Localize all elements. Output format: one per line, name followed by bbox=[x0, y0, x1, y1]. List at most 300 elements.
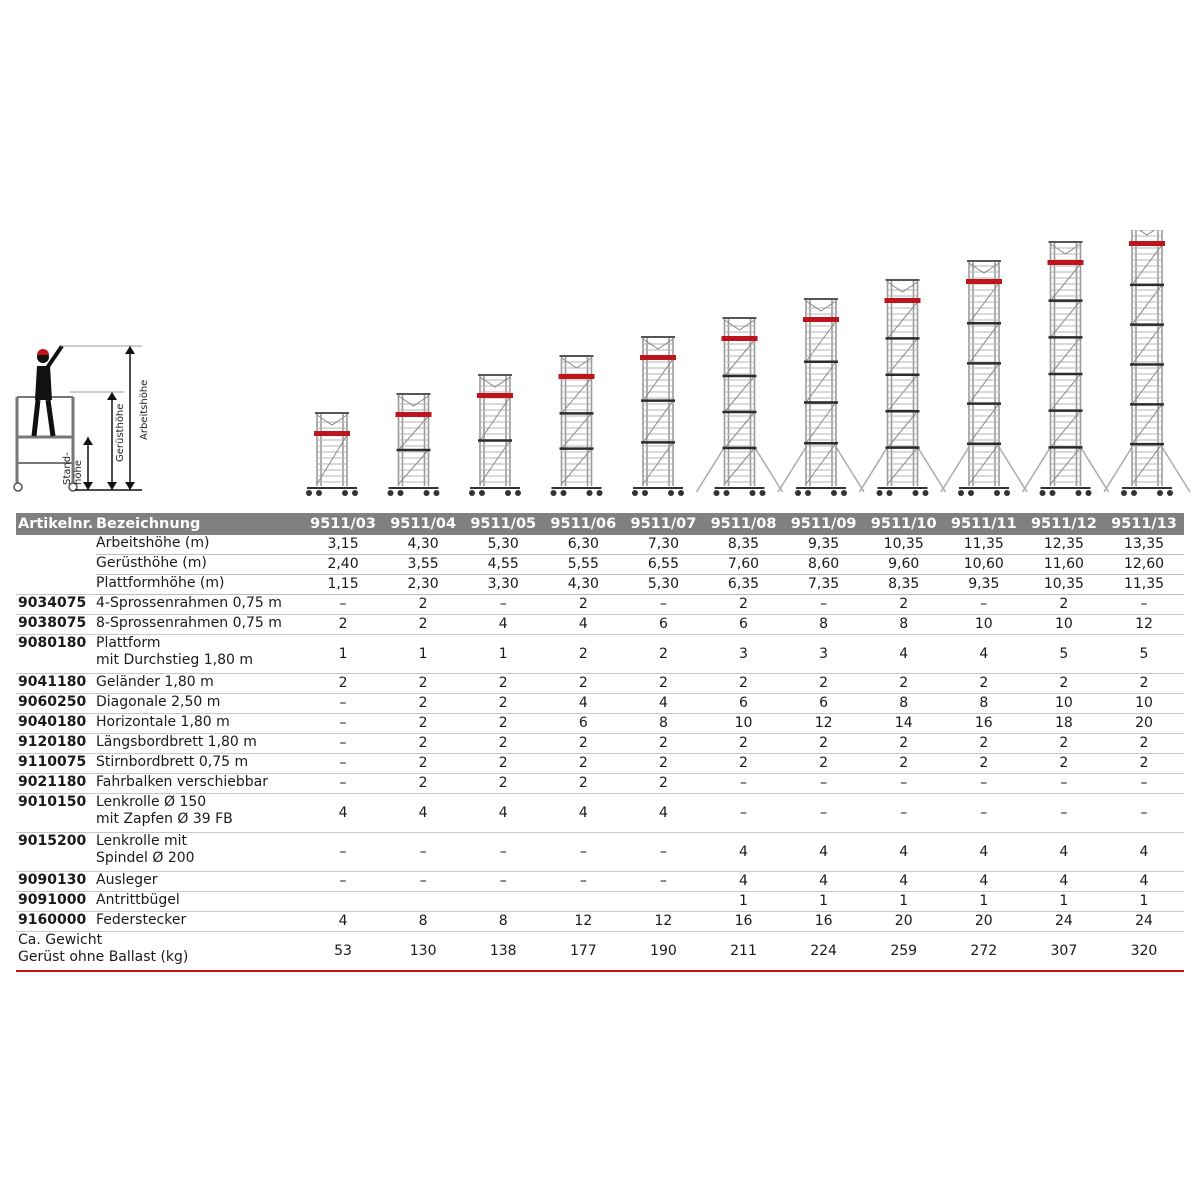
part-quantity: 1 bbox=[383, 635, 463, 674]
dimension-value: 13,35 bbox=[1104, 535, 1184, 555]
part-quantity: 8 bbox=[463, 912, 543, 932]
part-quantity: 10 bbox=[944, 615, 1024, 635]
dimension-value: 9,35 bbox=[944, 575, 1024, 595]
wheel-icon bbox=[14, 483, 22, 491]
scaffold-tower bbox=[778, 299, 864, 496]
platform-board bbox=[396, 412, 432, 417]
wheel-icon bbox=[597, 490, 603, 496]
wheel-icon bbox=[424, 490, 430, 496]
dimension-value: 7,35 bbox=[784, 575, 864, 595]
part-quantity: 2 bbox=[383, 674, 463, 694]
part-quantity: 6 bbox=[784, 694, 864, 714]
wheel-icon bbox=[877, 490, 883, 496]
part-description: Fahrbalken verschiebbar bbox=[96, 774, 303, 794]
platform-board bbox=[314, 431, 350, 436]
table-row bbox=[16, 595, 1184, 615]
part-quantity: 2 bbox=[383, 774, 463, 794]
arrow-head bbox=[83, 482, 93, 490]
wheel-icon bbox=[551, 490, 557, 496]
part-quantity: 4 bbox=[784, 833, 864, 872]
table-row bbox=[16, 872, 1184, 892]
part-quantity: 1 bbox=[864, 892, 944, 912]
part-quantity: 2 bbox=[543, 734, 623, 754]
part-quantity: 2 bbox=[623, 674, 703, 694]
weight-value: 211 bbox=[703, 932, 783, 972]
label-arbeitshoehe: Arbeitshöhe bbox=[139, 379, 150, 440]
part-quantity: – bbox=[623, 833, 703, 872]
part-quantity: 20 bbox=[1104, 714, 1184, 734]
article-cell bbox=[16, 535, 96, 555]
wheel-icon bbox=[642, 490, 648, 496]
article-number: 9034075 bbox=[16, 595, 96, 615]
dimension-value: 3,55 bbox=[383, 555, 463, 575]
part-quantity: 16 bbox=[784, 912, 864, 932]
part-quantity: – bbox=[1024, 774, 1104, 794]
part-quantity: 2 bbox=[623, 635, 703, 674]
article-number: 9080180 bbox=[16, 635, 96, 674]
dimension-row bbox=[16, 575, 1184, 595]
part-quantity: 1 bbox=[303, 635, 383, 674]
wheel-icon bbox=[1157, 490, 1163, 496]
dimension-value: 6,30 bbox=[543, 535, 623, 555]
part-quantity: 1 bbox=[703, 892, 783, 912]
dimension-row bbox=[16, 535, 1184, 555]
wheel-icon bbox=[994, 490, 1000, 496]
part-quantity: – bbox=[463, 595, 543, 615]
part-quantity: – bbox=[303, 754, 383, 774]
scaffold-tower bbox=[388, 394, 440, 496]
part-quantity: 10 bbox=[703, 714, 783, 734]
part-quantity: 4 bbox=[543, 615, 623, 635]
wheel-icon bbox=[398, 490, 404, 496]
spec-table bbox=[16, 513, 1184, 972]
dimension-value: 10,35 bbox=[1024, 575, 1104, 595]
wheel-icon bbox=[352, 490, 358, 496]
wheel-icon bbox=[831, 490, 837, 496]
wheel-icon bbox=[923, 490, 929, 496]
wheel-icon bbox=[958, 490, 964, 496]
dimension-value: 4,30 bbox=[543, 575, 623, 595]
part-quantity: 2 bbox=[623, 734, 703, 754]
part-quantity: – bbox=[303, 872, 383, 892]
part-quantity: 2 bbox=[1104, 674, 1184, 694]
wheel-icon bbox=[841, 490, 847, 496]
article-cell bbox=[16, 575, 96, 595]
part-quantity: 4 bbox=[1104, 872, 1184, 892]
part-quantity: 24 bbox=[1024, 912, 1104, 932]
dimension-value: 5,30 bbox=[623, 575, 703, 595]
wheel-icon bbox=[678, 490, 684, 496]
part-quantity: – bbox=[543, 833, 623, 872]
part-quantity: 2 bbox=[543, 674, 623, 694]
part-quantity: 1 bbox=[1024, 892, 1104, 912]
dimension-value: 6,35 bbox=[703, 575, 783, 595]
wheel-icon bbox=[1121, 490, 1127, 496]
part-quantity: 2 bbox=[1104, 754, 1184, 774]
part-quantity: 12 bbox=[1104, 615, 1184, 635]
dimension-value: 12,60 bbox=[1104, 555, 1184, 575]
table-row bbox=[16, 774, 1184, 794]
arrow-head bbox=[125, 346, 135, 354]
part-quantity: 4 bbox=[383, 794, 463, 833]
label-geruesthoehe: Gerüsthöhe bbox=[115, 403, 126, 462]
part-quantity: 6 bbox=[703, 615, 783, 635]
part-description: 8-Sprossenrahmen 0,75 m bbox=[96, 615, 303, 635]
table-header-row bbox=[16, 513, 1184, 535]
part-quantity: – bbox=[1104, 774, 1184, 794]
part-quantity: 2 bbox=[303, 615, 383, 635]
part-quantity: – bbox=[784, 595, 864, 615]
table-row bbox=[16, 912, 1184, 932]
part-quantity: – bbox=[703, 774, 783, 794]
weight-value: 138 bbox=[463, 932, 543, 972]
platform-board bbox=[966, 279, 1002, 284]
part-quantity: 2 bbox=[944, 674, 1024, 694]
part-quantity bbox=[463, 892, 543, 912]
part-quantity: 8 bbox=[864, 694, 944, 714]
part-quantity: 2 bbox=[623, 754, 703, 774]
article-number: 9120180 bbox=[16, 734, 96, 754]
part-quantity: 2 bbox=[543, 635, 623, 674]
part-quantity: 2 bbox=[864, 754, 944, 774]
part-quantity: – bbox=[303, 774, 383, 794]
part-quantity: 2 bbox=[784, 754, 864, 774]
scaffold-tower bbox=[1104, 230, 1190, 496]
part-quantity: 6 bbox=[703, 694, 783, 714]
weight-value: 177 bbox=[543, 932, 623, 972]
dimension-value: 12,35 bbox=[1024, 535, 1104, 555]
header-model: 9511/03 bbox=[303, 513, 383, 535]
wheel-icon bbox=[1050, 490, 1056, 496]
part-description: Lenkrolle Ø 150 mit Zapfen Ø 39 FB bbox=[96, 794, 303, 833]
part-quantity: 5 bbox=[1104, 635, 1184, 674]
part-quantity bbox=[303, 892, 383, 912]
part-quantity: 2 bbox=[303, 674, 383, 694]
label-standhoehe: Stand-höhe bbox=[62, 452, 84, 485]
weight-value: 259 bbox=[864, 932, 944, 972]
wheel-icon bbox=[479, 490, 485, 496]
article-number: 9091000 bbox=[16, 892, 96, 912]
wheel-icon bbox=[587, 490, 593, 496]
table-row bbox=[16, 694, 1184, 714]
arrow-head bbox=[107, 392, 117, 400]
part-quantity: 1 bbox=[463, 635, 543, 674]
wheel-icon bbox=[750, 490, 756, 496]
wheel-icon bbox=[1076, 490, 1082, 496]
part-quantity: – bbox=[703, 794, 783, 833]
part-quantity: 4 bbox=[303, 912, 383, 932]
part-quantity: 2 bbox=[383, 615, 463, 635]
part-quantity: 2 bbox=[463, 754, 543, 774]
weight-value: 224 bbox=[784, 932, 864, 972]
scaffold-towers bbox=[306, 230, 1190, 496]
arrow-head bbox=[107, 482, 117, 490]
part-quantity: 8 bbox=[383, 912, 463, 932]
part-quantity: 4 bbox=[303, 794, 383, 833]
part-quantity: 2 bbox=[1024, 754, 1104, 774]
part-quantity: 3 bbox=[784, 635, 864, 674]
dimension-value: 11,35 bbox=[1104, 575, 1184, 595]
platform-board bbox=[640, 355, 676, 360]
article-number: 9021180 bbox=[16, 774, 96, 794]
part-quantity: 4 bbox=[944, 833, 1024, 872]
wheel-icon bbox=[342, 490, 348, 496]
part-quantity: 12 bbox=[623, 912, 703, 932]
part-quantity: 12 bbox=[784, 714, 864, 734]
weight-row bbox=[16, 932, 1184, 972]
weight-value: 272 bbox=[944, 932, 1024, 972]
scaffold-tower bbox=[551, 356, 603, 496]
part-quantity: 4 bbox=[864, 635, 944, 674]
part-quantity: 2 bbox=[784, 674, 864, 694]
part-quantity: 2 bbox=[864, 595, 944, 615]
part-quantity: – bbox=[784, 774, 864, 794]
part-quantity: 24 bbox=[1104, 912, 1184, 932]
part-quantity: 2 bbox=[703, 674, 783, 694]
part-quantity: – bbox=[303, 833, 383, 872]
dimension-value: 8,35 bbox=[864, 575, 944, 595]
part-quantity bbox=[623, 892, 703, 912]
part-description: Federstecker bbox=[96, 912, 303, 932]
wheel-icon bbox=[714, 490, 720, 496]
header-model: 9511/08 bbox=[703, 513, 783, 535]
part-quantity: 4 bbox=[463, 615, 543, 635]
dimension-value: 7,60 bbox=[703, 555, 783, 575]
dimension-value: 8,35 bbox=[703, 535, 783, 555]
part-description: Längsbordbrett 1,80 m bbox=[96, 734, 303, 754]
wheel-icon bbox=[469, 490, 475, 496]
scaffold-illustration bbox=[0, 230, 1200, 510]
scaffold-tower bbox=[1023, 242, 1109, 496]
wheel-icon bbox=[887, 490, 893, 496]
dimension-value: 10,35 bbox=[864, 535, 944, 555]
dimension-label: Gerüsthöhe (m) bbox=[96, 555, 303, 575]
part-quantity: 2 bbox=[463, 714, 543, 734]
part-quantity: 5 bbox=[1024, 635, 1104, 674]
scaffold-tower bbox=[469, 375, 521, 496]
part-quantity: 1 bbox=[784, 892, 864, 912]
part-quantity: 2 bbox=[383, 714, 463, 734]
wheel-icon bbox=[1167, 490, 1173, 496]
part-quantity: 2 bbox=[1024, 595, 1104, 615]
weight-value: 130 bbox=[383, 932, 463, 972]
part-quantity: 4 bbox=[1024, 833, 1104, 872]
part-quantity: 10 bbox=[1024, 615, 1104, 635]
part-quantity: 4 bbox=[623, 794, 703, 833]
platform-board bbox=[477, 393, 513, 398]
part-description: Lenkrolle mit Spindel Ø 200 bbox=[96, 833, 303, 872]
part-quantity: 2 bbox=[1104, 734, 1184, 754]
table-row bbox=[16, 674, 1184, 694]
part-description: Geländer 1,80 m bbox=[96, 674, 303, 694]
part-quantity: – bbox=[944, 794, 1024, 833]
dimension-label: Plattformhöhe (m) bbox=[96, 575, 303, 595]
part-quantity: – bbox=[543, 872, 623, 892]
arrow-head bbox=[83, 437, 93, 445]
wheel-icon bbox=[306, 490, 312, 496]
weight-value: 53 bbox=[303, 932, 383, 972]
wheel-icon bbox=[668, 490, 674, 496]
part-quantity: – bbox=[784, 794, 864, 833]
part-quantity: 10 bbox=[1104, 694, 1184, 714]
part-quantity: – bbox=[623, 872, 703, 892]
dimension-value: 4,30 bbox=[383, 535, 463, 555]
part-quantity: 6 bbox=[623, 615, 703, 635]
header-model: 9511/13 bbox=[1104, 513, 1184, 535]
wheel-icon bbox=[316, 490, 322, 496]
arrow-head bbox=[125, 482, 135, 490]
part-quantity: 20 bbox=[944, 912, 1024, 932]
article-number: 9015200 bbox=[16, 833, 96, 872]
wheel-icon bbox=[968, 490, 974, 496]
part-quantity: 2 bbox=[383, 694, 463, 714]
article-number: 9010150 bbox=[16, 794, 96, 833]
wheel-icon bbox=[1004, 490, 1010, 496]
article-number: 9038075 bbox=[16, 615, 96, 635]
dimension-label: Arbeitshöhe (m) bbox=[96, 535, 303, 555]
wheel-icon bbox=[805, 490, 811, 496]
scaffold-tower bbox=[306, 413, 358, 496]
scaffold-tower bbox=[941, 261, 1027, 496]
part-quantity: – bbox=[303, 595, 383, 615]
wheel-icon bbox=[434, 490, 440, 496]
wheel-icon bbox=[1131, 490, 1137, 496]
article-number: 9110075 bbox=[16, 754, 96, 774]
article-number: 9160000 bbox=[16, 912, 96, 932]
part-quantity: 2 bbox=[463, 674, 543, 694]
dimension-value: 9,60 bbox=[864, 555, 944, 575]
part-quantity: – bbox=[303, 714, 383, 734]
part-quantity: 2 bbox=[944, 734, 1024, 754]
table-row bbox=[16, 833, 1184, 872]
header-model: 9511/06 bbox=[543, 513, 623, 535]
part-quantity: – bbox=[463, 833, 543, 872]
weight-value: 307 bbox=[1024, 932, 1104, 972]
part-quantity: 4 bbox=[703, 833, 783, 872]
part-quantity: 2 bbox=[703, 734, 783, 754]
part-quantity: 18 bbox=[1024, 714, 1104, 734]
part-quantity: 4 bbox=[944, 635, 1024, 674]
part-quantity: – bbox=[303, 694, 383, 714]
wheel-icon bbox=[561, 490, 567, 496]
weight-value: 190 bbox=[623, 932, 703, 972]
part-quantity: 2 bbox=[543, 595, 623, 615]
part-quantity: 2 bbox=[463, 694, 543, 714]
part-quantity: – bbox=[1024, 794, 1104, 833]
platform-board bbox=[803, 317, 839, 322]
article-number: 9060250 bbox=[16, 694, 96, 714]
part-quantity: 4 bbox=[864, 872, 944, 892]
part-quantity: – bbox=[1104, 595, 1184, 615]
part-quantity: – bbox=[383, 872, 463, 892]
part-quantity: 4 bbox=[543, 794, 623, 833]
article-number: 9041180 bbox=[16, 674, 96, 694]
part-quantity: 4 bbox=[463, 794, 543, 833]
platform-board bbox=[885, 298, 921, 303]
part-quantity: 1 bbox=[944, 892, 1024, 912]
part-quantity: 2 bbox=[1024, 674, 1104, 694]
table-row bbox=[16, 714, 1184, 734]
dimension-value: 3,15 bbox=[303, 535, 383, 555]
part-quantity: 8 bbox=[623, 714, 703, 734]
part-quantity: – bbox=[864, 794, 944, 833]
table-row bbox=[16, 635, 1184, 674]
part-quantity: 2 bbox=[703, 754, 783, 774]
part-quantity: 2 bbox=[864, 674, 944, 694]
dimension-value: 3,30 bbox=[463, 575, 543, 595]
part-quantity: 2 bbox=[543, 754, 623, 774]
part-quantity: 8 bbox=[944, 694, 1024, 714]
dimension-value: 9,35 bbox=[784, 535, 864, 555]
dimension-value: 2,40 bbox=[303, 555, 383, 575]
platform-board bbox=[559, 374, 595, 379]
table-row bbox=[16, 754, 1184, 774]
table-row bbox=[16, 892, 1184, 912]
wheel-icon bbox=[515, 490, 521, 496]
header-model: 9511/12 bbox=[1024, 513, 1104, 535]
part-quantity: – bbox=[623, 595, 703, 615]
header-model: 9511/05 bbox=[463, 513, 543, 535]
dimension-value: 5,30 bbox=[463, 535, 543, 555]
part-quantity: 2 bbox=[784, 734, 864, 754]
part-quantity: 16 bbox=[703, 912, 783, 932]
helmet-icon bbox=[37, 349, 49, 355]
part-quantity: 12 bbox=[543, 912, 623, 932]
dimension-value: 4,55 bbox=[463, 555, 543, 575]
part-quantity: 2 bbox=[543, 774, 623, 794]
wheel-icon bbox=[760, 490, 766, 496]
header-article-no: Artikelnr. bbox=[16, 513, 96, 535]
part-quantity: – bbox=[944, 774, 1024, 794]
part-description: Stirnbordbrett 0,75 m bbox=[96, 754, 303, 774]
wheel-icon bbox=[724, 490, 730, 496]
dimension-value: 1,15 bbox=[303, 575, 383, 595]
part-quantity: 14 bbox=[864, 714, 944, 734]
part-description: Horizontale 1,80 m bbox=[96, 714, 303, 734]
header-description: Bezeichnung bbox=[96, 513, 303, 535]
part-quantity: 10 bbox=[1024, 694, 1104, 714]
weight-value: 320 bbox=[1104, 932, 1184, 972]
part-quantity: 2 bbox=[703, 595, 783, 615]
header-model: 9511/09 bbox=[784, 513, 864, 535]
part-quantity: 2 bbox=[463, 734, 543, 754]
wheel-icon bbox=[388, 490, 394, 496]
part-quantity: 6 bbox=[543, 714, 623, 734]
part-quantity: 2 bbox=[623, 774, 703, 794]
part-quantity bbox=[543, 892, 623, 912]
part-description: Diagonale 2,50 m bbox=[96, 694, 303, 714]
part-description: Antrittbügel bbox=[96, 892, 303, 912]
dimension-value: 2,30 bbox=[383, 575, 463, 595]
part-quantity: 20 bbox=[864, 912, 944, 932]
part-quantity: 3 bbox=[703, 635, 783, 674]
wheel-icon bbox=[795, 490, 801, 496]
platform-board bbox=[1129, 241, 1165, 246]
table-row bbox=[16, 794, 1184, 833]
part-description: Plattform mit Durchstieg 1,80 m bbox=[96, 635, 303, 674]
dimension-value: 10,60 bbox=[944, 555, 1024, 575]
article-number: 9090130 bbox=[16, 872, 96, 892]
part-quantity: – bbox=[303, 734, 383, 754]
part-quantity: 2 bbox=[383, 595, 463, 615]
scaffold-tower bbox=[632, 337, 684, 496]
part-quantity: 2 bbox=[864, 734, 944, 754]
worker-arm bbox=[47, 346, 62, 368]
table-row bbox=[16, 734, 1184, 754]
wheel-icon bbox=[505, 490, 511, 496]
part-quantity: – bbox=[1104, 794, 1184, 833]
part-quantity: 4 bbox=[623, 694, 703, 714]
